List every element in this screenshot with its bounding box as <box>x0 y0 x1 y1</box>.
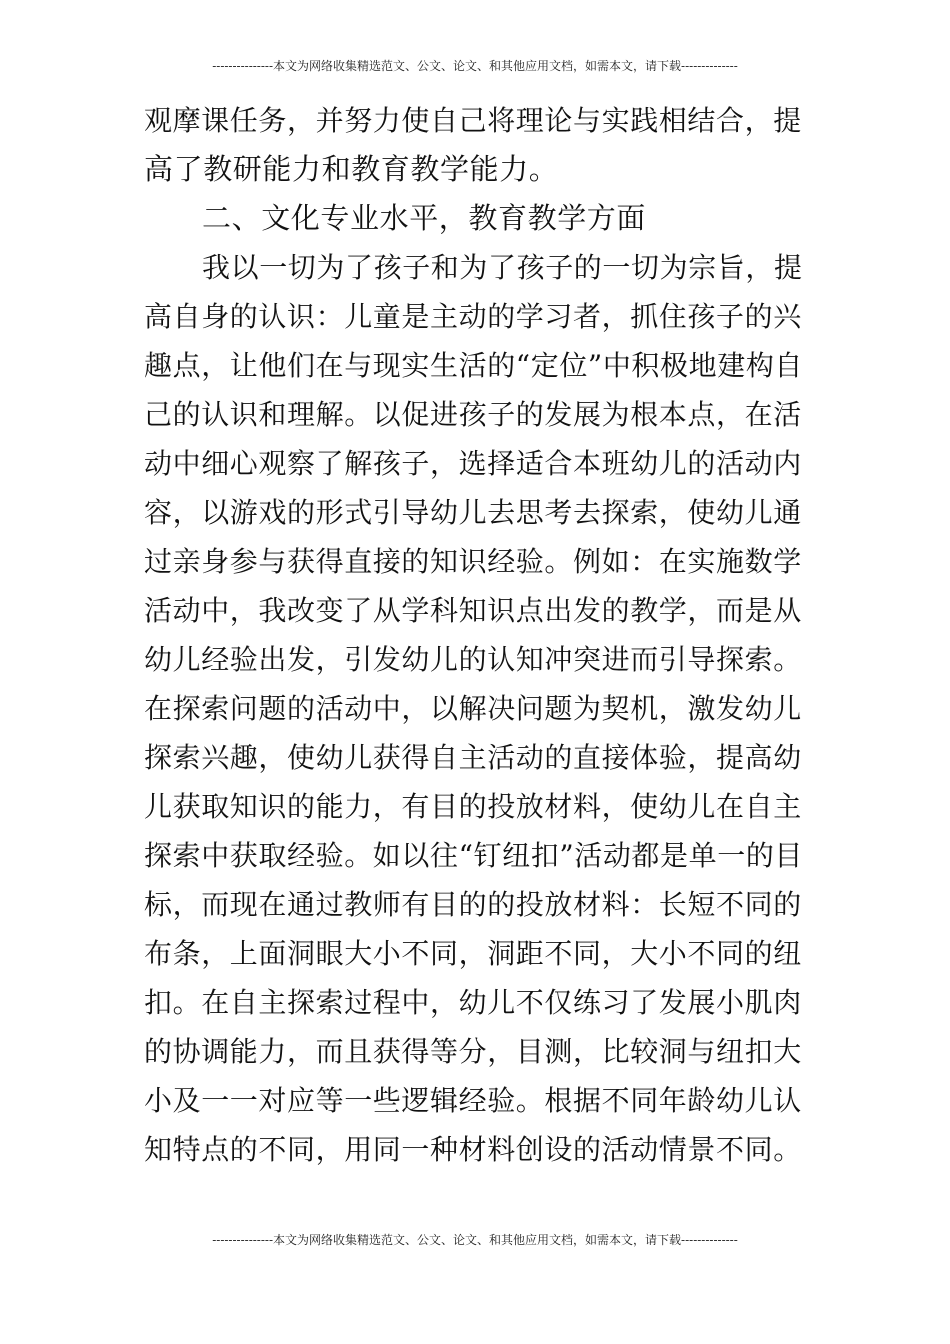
body-line: 探索中获取经验。如以往“钉纽扣”活动都是单一的目 <box>144 839 804 872</box>
body-line: 高自身的认识：儿童是主动的学习者，抓住孩子的兴 <box>144 300 802 333</box>
body-line: 知特点的不同，用同一种材料创设的活动情景不同。 <box>144 1133 802 1166</box>
body-line: 幼儿经验出发，引发幼儿的认知冲突进而引导探索。 <box>144 643 802 676</box>
body-line: 的协调能力，而且获得等分，目测，比较洞与纽扣大 <box>144 1035 802 1068</box>
body-line: 在探索问题的活动中，以解决问题为契机，激发幼儿 <box>144 692 802 725</box>
body-line: 己的认识和理解。以促进孩子的发展为根本点，在活 <box>144 398 802 431</box>
body-line: 活动中，我改变了从学科知识点出发的教学，而是从 <box>144 594 802 627</box>
body-line: 儿获取知识的能力，有目的投放材料，使幼儿在自主 <box>144 790 802 823</box>
body-line: 容，以游戏的形式引导幼儿去思考去探索，使幼儿通 <box>144 496 802 529</box>
body-line: 布条，上面洞眼大小不同，洞距不同，大小不同的纽 <box>144 937 802 970</box>
body-line: 标，而现在通过教师有目的的投放材料：长短不同的 <box>144 888 802 921</box>
footer-banner: ---------------本文为网络收集精选范文、公文、论文、和其他应用文档，如需本文，请下载-------------- <box>212 1233 738 1247</box>
body-line: 趣点，让他们在与现实生活的“定位”中积极地建构自 <box>144 349 804 382</box>
body-line: 探索兴趣，使幼儿获得自主活动的直接体验，提高幼 <box>144 741 802 774</box>
body-line: 动中细心观察了解孩子，选择适合本班幼儿的活动内 <box>144 447 802 480</box>
body-line: 观摩课任务，并努力使自己将理论与实践相结合，提 <box>144 104 802 137</box>
section-heading: 二、文化专业水平，教育教学方面 <box>202 201 647 235</box>
body-line: 过亲身参与获得直接的知识经验。例如：在实施数学 <box>144 545 802 578</box>
body-line: 小及一一对应等一些逻辑经验。根据不同年龄幼儿认 <box>144 1084 802 1117</box>
body-line: 扣。在自主探索过程中，幼儿不仅练习了发展小肌肉 <box>144 986 802 1019</box>
body-line: 我以一切为了孩子和为了孩子的一切为宗旨，提 <box>202 251 803 284</box>
body-line: 高了教研能力和教育教学能力。 <box>144 152 559 186</box>
document-body <box>144 96 808 1174</box>
header-banner: ---------------本文为网络收集精选范文、公文、论文、和其他应用文档，如需本文，请下载-------------- <box>212 59 738 73</box>
